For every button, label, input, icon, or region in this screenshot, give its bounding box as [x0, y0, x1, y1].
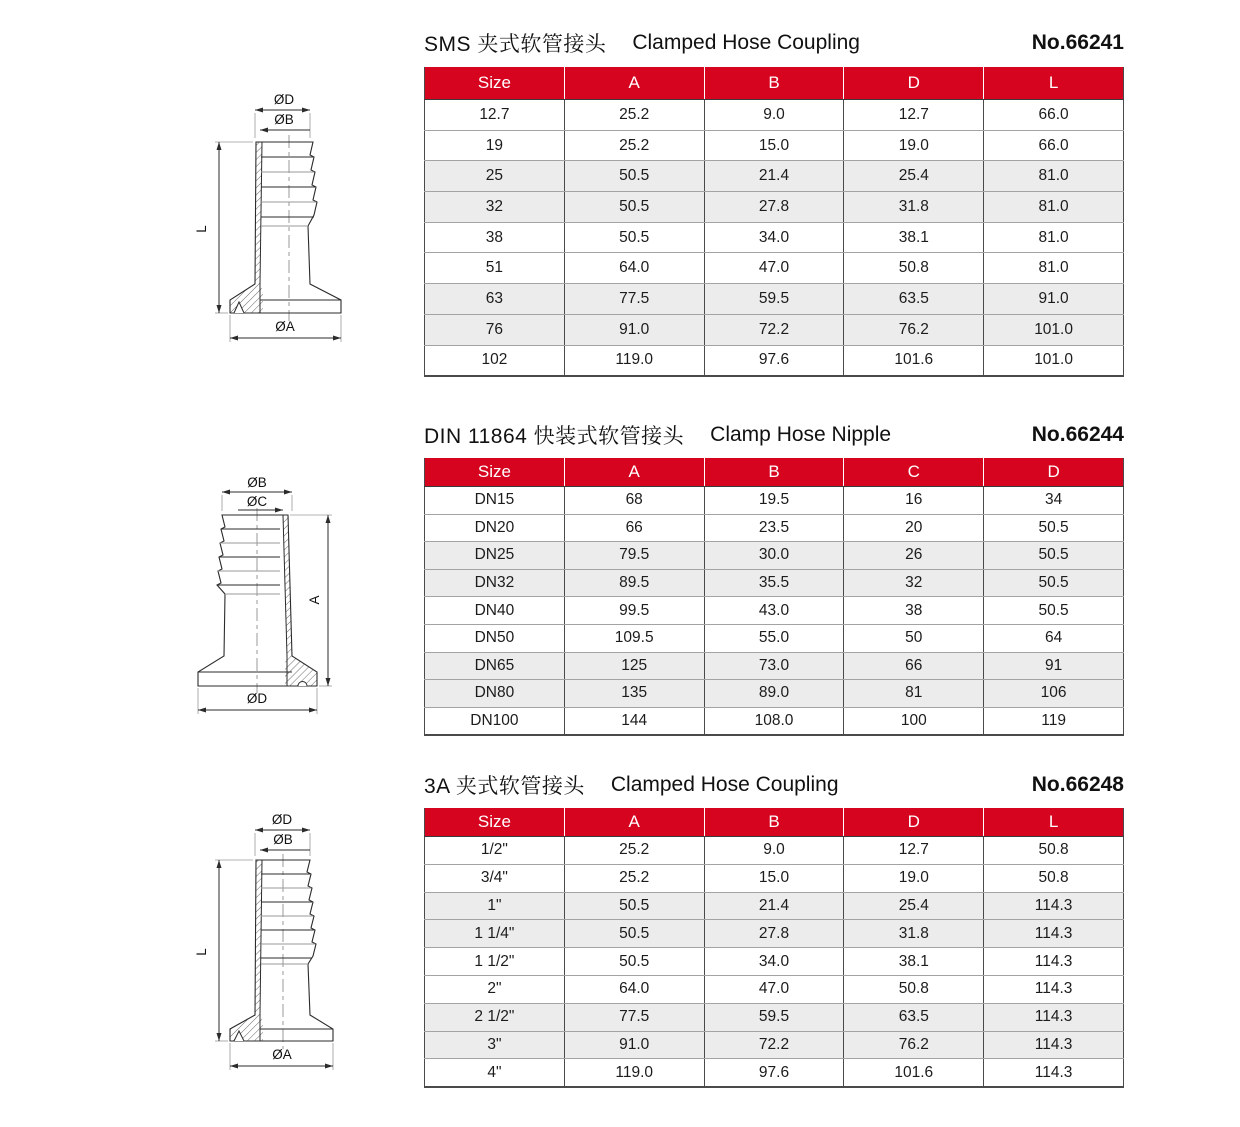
table-cell: 64.0	[564, 975, 704, 1003]
column-header: Size	[425, 67, 565, 100]
dim-label-side: A	[307, 595, 322, 605]
table-header-row	[425, 458, 1124, 487]
table-cell: 2 1/2"	[425, 1003, 565, 1031]
table-row	[425, 892, 1124, 920]
table-row	[425, 597, 1124, 625]
table-cell: 1 1/4"	[425, 920, 565, 948]
table-cell: 144	[564, 707, 704, 735]
table-cell: 12.7	[844, 837, 984, 865]
table-cell: 4"	[425, 1059, 565, 1087]
column-header: D	[984, 458, 1124, 487]
table-cell: 66.0	[984, 130, 1124, 161]
dim-label-mid: ØC	[246, 494, 268, 509]
table-cell: 50.5	[564, 892, 704, 920]
dim-label-top: ØB	[247, 475, 267, 490]
table-cell: 50.5	[984, 569, 1124, 597]
column-header: Size	[425, 808, 565, 837]
dim-label-mid: ØB	[273, 832, 293, 847]
table-cell: 34	[984, 487, 1124, 515]
table-cell: 31.8	[844, 920, 984, 948]
table-cell: 64	[984, 624, 1124, 652]
table-cell: 16	[844, 487, 984, 515]
table-cell: 21.4	[704, 892, 844, 920]
catalog-number: No.66248	[1031, 773, 1124, 796]
table-cell: 114.3	[984, 920, 1124, 948]
table-cell: 59.5	[704, 1003, 844, 1031]
table-cell: 72.2	[704, 314, 844, 345]
table-cell: 109.5	[564, 624, 704, 652]
table-cell: DN80	[425, 680, 565, 708]
section-title-en: Clamp Hose Nipple	[710, 423, 892, 446]
fitting-outline	[198, 515, 317, 686]
table-cell: 1/2"	[425, 837, 565, 865]
table-cell: 32	[425, 192, 565, 223]
table-cell: 3"	[425, 1031, 565, 1059]
table-cell: 50.8	[844, 253, 984, 284]
table-cell: 19	[425, 130, 565, 161]
dim-label-side: L	[194, 225, 209, 233]
table-row	[425, 652, 1124, 680]
table-row	[425, 192, 1124, 223]
table-row	[425, 542, 1124, 570]
table-cell: 25.4	[844, 161, 984, 192]
column-header: A	[564, 458, 704, 487]
table-cell: 31.8	[844, 192, 984, 223]
table-row	[425, 1003, 1124, 1031]
table-cell: 50.8	[984, 864, 1124, 892]
table-cell: 97.6	[704, 1059, 844, 1087]
dim-side	[194, 860, 253, 1041]
table-cell: 50.5	[564, 948, 704, 976]
dim-label-bottom: ØA	[272, 1047, 292, 1062]
din-hose-nipple-drawing	[190, 460, 365, 722]
table-cell: 89.0	[704, 680, 844, 708]
barb-serrations	[261, 157, 316, 226]
table-row	[425, 624, 1124, 652]
table-cell: 77.5	[564, 1003, 704, 1031]
dim-mid	[260, 832, 310, 853]
table-cell: DN100	[425, 707, 565, 735]
barb-serrations	[261, 874, 315, 964]
table-cell: 1 1/2"	[425, 948, 565, 976]
table-cell: 3/4"	[425, 864, 565, 892]
table-row	[425, 948, 1124, 976]
table-cell: 91	[984, 652, 1124, 680]
table-row	[425, 514, 1124, 542]
table-cell: 38.1	[844, 222, 984, 253]
table-cell: 34.0	[704, 948, 844, 976]
table-row	[425, 837, 1124, 865]
table-cell: 63.5	[844, 1003, 984, 1031]
table-cell: 89.5	[564, 569, 704, 597]
fitting-outline	[230, 860, 333, 1041]
section-title-en: Clamped Hose Coupling	[632, 31, 860, 54]
table-cell: 23.5	[704, 514, 844, 542]
table-cell: DN15	[425, 487, 565, 515]
table-cell: 21.4	[704, 161, 844, 192]
table-cell: 79.5	[564, 542, 704, 570]
table-row	[425, 130, 1124, 161]
table-cell: 76.2	[844, 1031, 984, 1059]
table-cell: 119.0	[564, 345, 704, 376]
table-cell: 50.5	[564, 920, 704, 948]
table-cell: 76	[425, 314, 565, 345]
table-cell: 20	[844, 514, 984, 542]
table-cell: 101.6	[844, 1059, 984, 1087]
table-cell: 50.5	[984, 542, 1124, 570]
table-cell: 100	[844, 707, 984, 735]
section-title-cn: 3A 夹式软管接头	[424, 775, 585, 798]
section-title-cn: DIN 11864 快装式软管接头	[424, 425, 685, 448]
table-cell: DN40	[425, 597, 565, 625]
catalog-number: No.66241	[1031, 31, 1124, 54]
table-cell: DN65	[425, 652, 565, 680]
column-header: L	[984, 808, 1124, 837]
table-row	[425, 222, 1124, 253]
column-header: C	[844, 458, 984, 487]
table-cell: 55.0	[704, 624, 844, 652]
3a-hose-coupling-drawing	[193, 812, 368, 1078]
table-header-row	[425, 67, 1124, 100]
table-cell: 47.0	[704, 975, 844, 1003]
table-cell: 50.5	[564, 222, 704, 253]
table-cell: 34.0	[704, 222, 844, 253]
sms-hose-coupling-drawing	[193, 88, 368, 350]
column-header: B	[704, 458, 844, 487]
table-cell: 38	[425, 222, 565, 253]
table-cell: 66	[844, 652, 984, 680]
table-cell: 106	[984, 680, 1124, 708]
section-title-3a	[424, 768, 1124, 802]
table-cell: 77.5	[564, 284, 704, 315]
table-row	[425, 253, 1124, 284]
table-row	[425, 314, 1124, 345]
table-cell: 32	[844, 569, 984, 597]
section-hatch	[230, 142, 263, 313]
table-cell: 25.2	[564, 837, 704, 865]
table-cell: 81.0	[984, 161, 1124, 192]
table-cell: 91.0	[564, 1031, 704, 1059]
table-cell: 25.4	[844, 892, 984, 920]
table-cell: 12.7	[425, 100, 565, 131]
barb-serrations	[217, 529, 280, 594]
table-cell: 99.5	[564, 597, 704, 625]
column-header: D	[844, 808, 984, 837]
dim-bottom	[230, 315, 341, 342]
table-row	[425, 707, 1124, 735]
table-cell: 66	[564, 514, 704, 542]
section-hatch	[230, 860, 263, 1041]
table-row	[425, 680, 1124, 708]
table-cell: 26	[844, 542, 984, 570]
section-title-cn: SMS 夹式软管接头	[424, 33, 607, 56]
table-cell: 91.0	[984, 284, 1124, 315]
table-cell: 66.0	[984, 100, 1124, 131]
table-cell: 114.3	[984, 1059, 1124, 1087]
table-header-row	[425, 808, 1124, 837]
table-cell: 19.0	[844, 864, 984, 892]
table-row	[425, 975, 1124, 1003]
dim-side	[194, 142, 253, 313]
table-cell: DN25	[425, 542, 565, 570]
table-cell: 19.0	[844, 130, 984, 161]
table-cell: 50.5	[984, 597, 1124, 625]
table-cell: 47.0	[704, 253, 844, 284]
table-cell: 50.8	[984, 837, 1124, 865]
column-header: A	[564, 67, 704, 100]
table-cell: 64.0	[564, 253, 704, 284]
table-cell: 12.7	[844, 100, 984, 131]
table-row	[425, 1059, 1124, 1087]
table-cell: 81.0	[984, 192, 1124, 223]
table-cell: 50.5	[564, 161, 704, 192]
table-cell: 27.8	[704, 192, 844, 223]
table-cell: 15.0	[704, 864, 844, 892]
table-cell: 63.5	[844, 284, 984, 315]
dim-mid	[238, 494, 283, 513]
table-cell: 114.3	[984, 892, 1124, 920]
dim-label-top: ØD	[271, 812, 293, 827]
table-cell: 81	[844, 680, 984, 708]
table-row	[425, 569, 1124, 597]
table-cell: 50.5	[984, 514, 1124, 542]
column-header: A	[564, 808, 704, 837]
table-cell: 27.8	[704, 920, 844, 948]
table-row	[425, 920, 1124, 948]
column-header: B	[704, 808, 844, 837]
table-cell: 25.2	[564, 864, 704, 892]
dim-bottom	[230, 1043, 333, 1070]
section-title-sms	[424, 26, 1124, 60]
table-cell: 73.0	[704, 652, 844, 680]
table-row	[425, 161, 1124, 192]
gasket-groove	[298, 682, 307, 687]
fitting-outline	[230, 142, 341, 313]
table-cell: 114.3	[984, 1003, 1124, 1031]
dim-label-side: L	[194, 948, 209, 956]
table-cell: 50	[844, 624, 984, 652]
table-cell: 38.1	[844, 948, 984, 976]
table-cell: 50.5	[564, 192, 704, 223]
section-title-en: Clamped Hose Coupling	[610, 773, 839, 796]
table-cell: DN50	[425, 624, 565, 652]
3a-spec-table	[424, 808, 1124, 1088]
section-title-din	[424, 418, 1124, 452]
table-cell: 135	[564, 680, 704, 708]
table-cell: 38	[844, 597, 984, 625]
table-cell: 114.3	[984, 975, 1124, 1003]
dim-bottom	[198, 688, 317, 714]
table-cell: 35.5	[704, 569, 844, 597]
table-cell: 81.0	[984, 253, 1124, 284]
table-cell: 108.0	[704, 707, 844, 735]
table-cell: 1"	[425, 892, 565, 920]
table-cell: 101.0	[984, 314, 1124, 345]
column-header: B	[704, 67, 844, 100]
table-cell: 119.0	[564, 1059, 704, 1087]
table-cell: 76.2	[844, 314, 984, 345]
table-cell: 114.3	[984, 1031, 1124, 1059]
table-row	[425, 284, 1124, 315]
din-spec-table	[424, 458, 1124, 736]
table-cell: 9.0	[704, 100, 844, 131]
catalog-number: No.66244	[1031, 423, 1124, 446]
dim-mid	[260, 112, 310, 133]
table-cell: 25	[425, 161, 565, 192]
table-cell: 50.8	[844, 975, 984, 1003]
table-row	[425, 864, 1124, 892]
table-cell: 2"	[425, 975, 565, 1003]
dim-label-top: ØD	[273, 92, 295, 107]
table-cell: 25.2	[564, 130, 704, 161]
table-cell: 15.0	[704, 130, 844, 161]
dim-label-bottom: ØA	[275, 319, 295, 334]
dim-label-bottom: ØD	[246, 691, 268, 706]
table-row	[425, 487, 1124, 515]
column-header: Size	[425, 458, 565, 487]
table-cell: 63	[425, 284, 565, 315]
table-cell: 119	[984, 707, 1124, 735]
table-cell: 9.0	[704, 837, 844, 865]
table-cell: 81.0	[984, 222, 1124, 253]
table-cell: 102	[425, 345, 565, 376]
table-cell: 19.5	[704, 487, 844, 515]
table-cell: 125	[564, 652, 704, 680]
dim-label-mid: ØB	[274, 112, 294, 127]
table-cell: 59.5	[704, 284, 844, 315]
table-cell: 68	[564, 487, 704, 515]
table-cell: 72.2	[704, 1031, 844, 1059]
table-cell: 51	[425, 253, 565, 284]
column-header: L	[984, 67, 1124, 100]
table-cell: 25.2	[564, 100, 704, 131]
table-cell: 114.3	[984, 948, 1124, 976]
table-row	[425, 100, 1124, 131]
table-cell: 30.0	[704, 542, 844, 570]
column-header: D	[844, 67, 984, 100]
table-cell: 101.0	[984, 345, 1124, 376]
sms-spec-table	[424, 67, 1124, 377]
table-cell: 97.6	[704, 345, 844, 376]
table-row	[425, 1031, 1124, 1059]
table-cell: 43.0	[704, 597, 844, 625]
table-cell: 101.6	[844, 345, 984, 376]
table-cell: 91.0	[564, 314, 704, 345]
table-row	[425, 345, 1124, 376]
table-cell: DN20	[425, 514, 565, 542]
table-cell: DN32	[425, 569, 565, 597]
